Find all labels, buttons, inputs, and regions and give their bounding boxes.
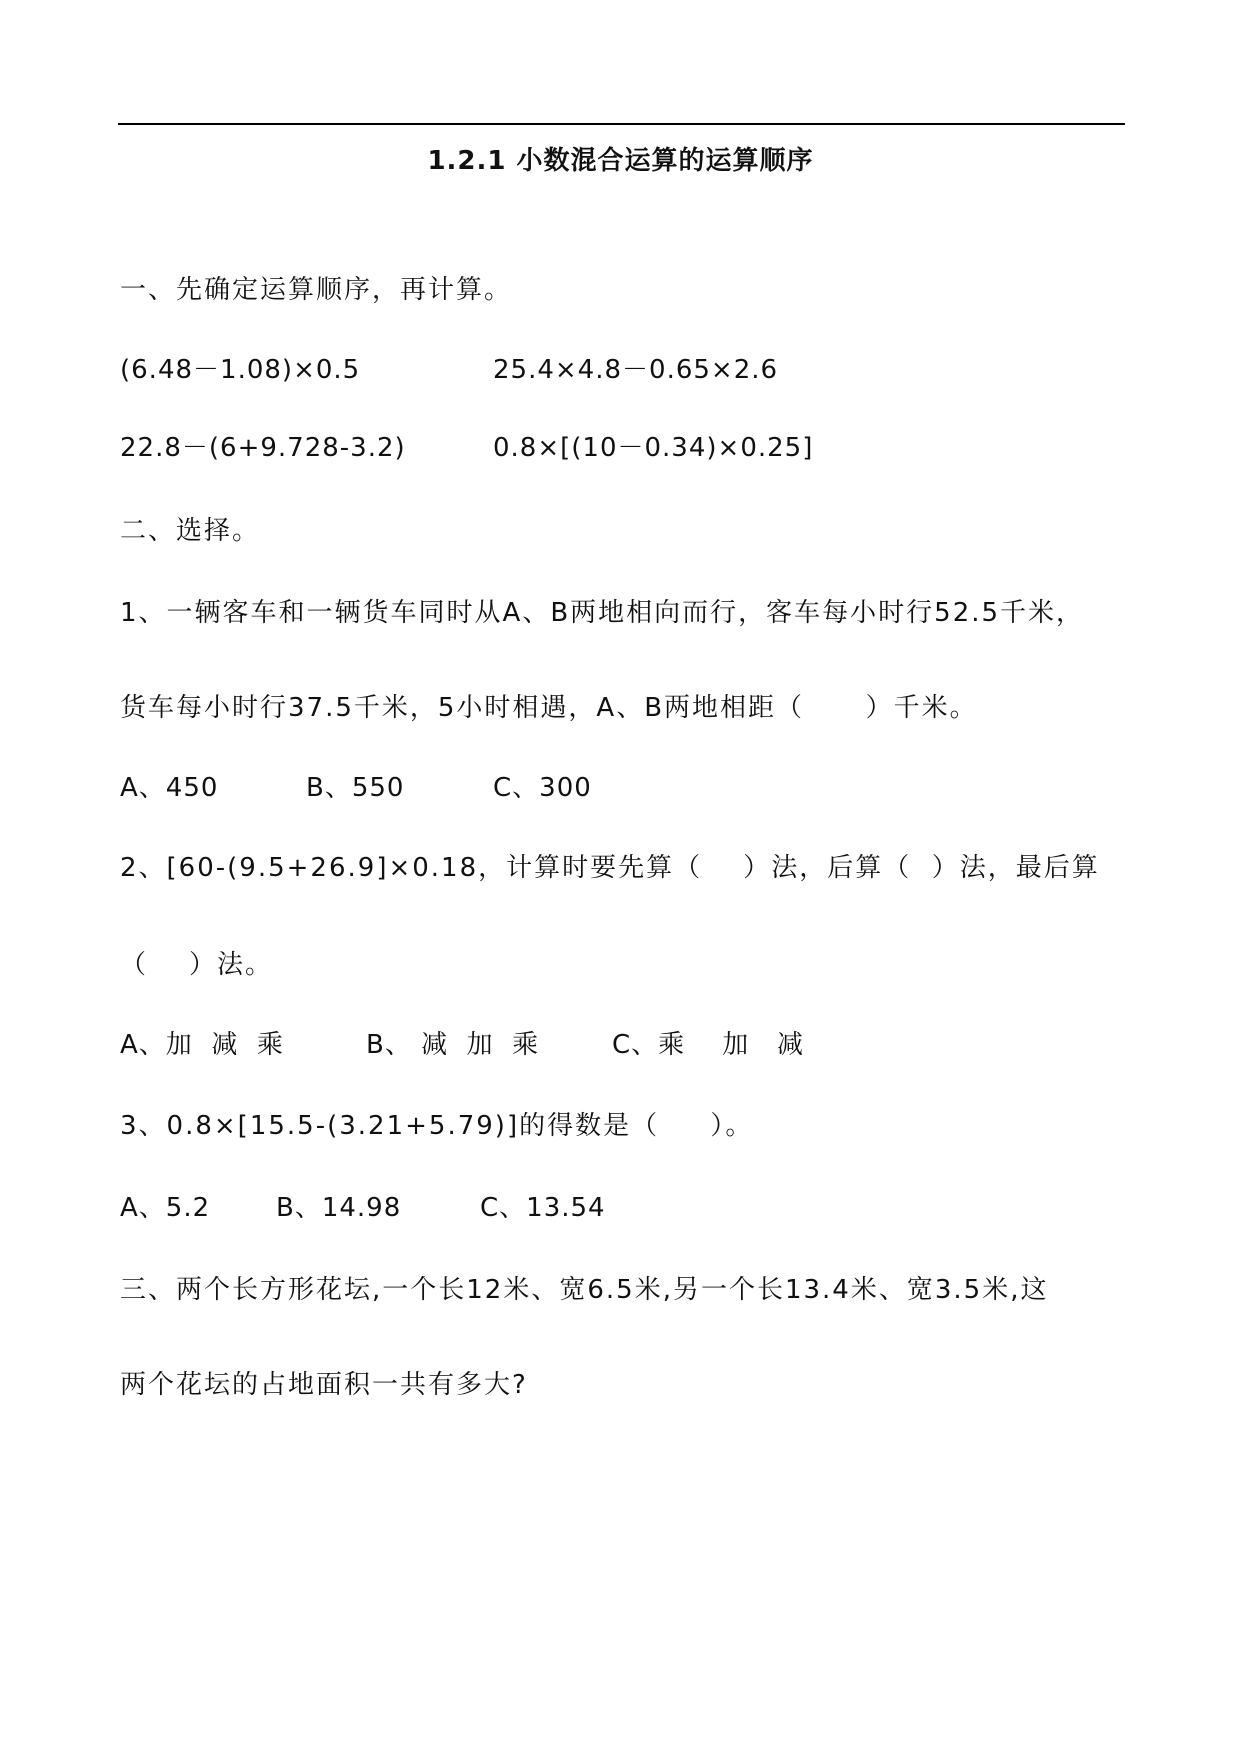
q2-line1: 2、[60-(9.5+26.9]×0.18，计算时要先算（ ）法，后算（ ）法，最后算 bbox=[120, 853, 1100, 883]
q1-line2: 货车每小时行37.5千米，5小时相遇，A、B两地相距（ ）千米。 bbox=[120, 693, 978, 723]
q2-line2: （ ）法。 bbox=[120, 950, 274, 980]
q1-line1: 1、一辆客车和一辆货车同时从A、B两地相向而行，客车每小时行52.5千米， bbox=[120, 598, 1085, 628]
q3-line1: 3、0.8×[15.5-(3.21+5.79)]的得数是（ ）。 bbox=[120, 1111, 754, 1141]
q1-option-a: A、450 bbox=[120, 773, 219, 803]
section3-line1: 三、两个长方形花坛,一个长12米、宽6.5米,另一个长13.4米、宽3.5米,这 bbox=[120, 1275, 1049, 1305]
problem-3: 22.8－(6+9.728-3.2) bbox=[120, 433, 406, 463]
q3-option-a: A、5.2 bbox=[120, 1193, 211, 1223]
problem-1: (6.48－1.08)×0.5 bbox=[120, 355, 361, 385]
q2-option-b: B、 减 加 乘 bbox=[366, 1030, 540, 1060]
q1-option-b: B、550 bbox=[306, 773, 405, 803]
problem-4: 0.8×[(10－0.34)×0.25] bbox=[493, 433, 814, 463]
q3-option-b: B、14.98 bbox=[276, 1193, 402, 1223]
q3-option-c: C、13.54 bbox=[480, 1193, 606, 1223]
section2-heading: 二、选择。 bbox=[120, 516, 261, 546]
page-title: 1.2.1 小数混合运算的运算顺序 bbox=[427, 146, 814, 176]
q2-option-a: A、加 减 乘 bbox=[120, 1030, 284, 1060]
problem-2: 25.4×4.8－0.65×2.6 bbox=[493, 355, 779, 385]
header-rule bbox=[118, 123, 1125, 125]
q1-option-c: C、300 bbox=[493, 773, 592, 803]
section1-heading: 一、先确定运算顺序，再计算。 bbox=[120, 275, 513, 305]
section3-line2: 两个花坛的占地面积一共有多大? bbox=[120, 1370, 528, 1400]
q2-option-c: C、乘 加 减 bbox=[612, 1030, 805, 1060]
